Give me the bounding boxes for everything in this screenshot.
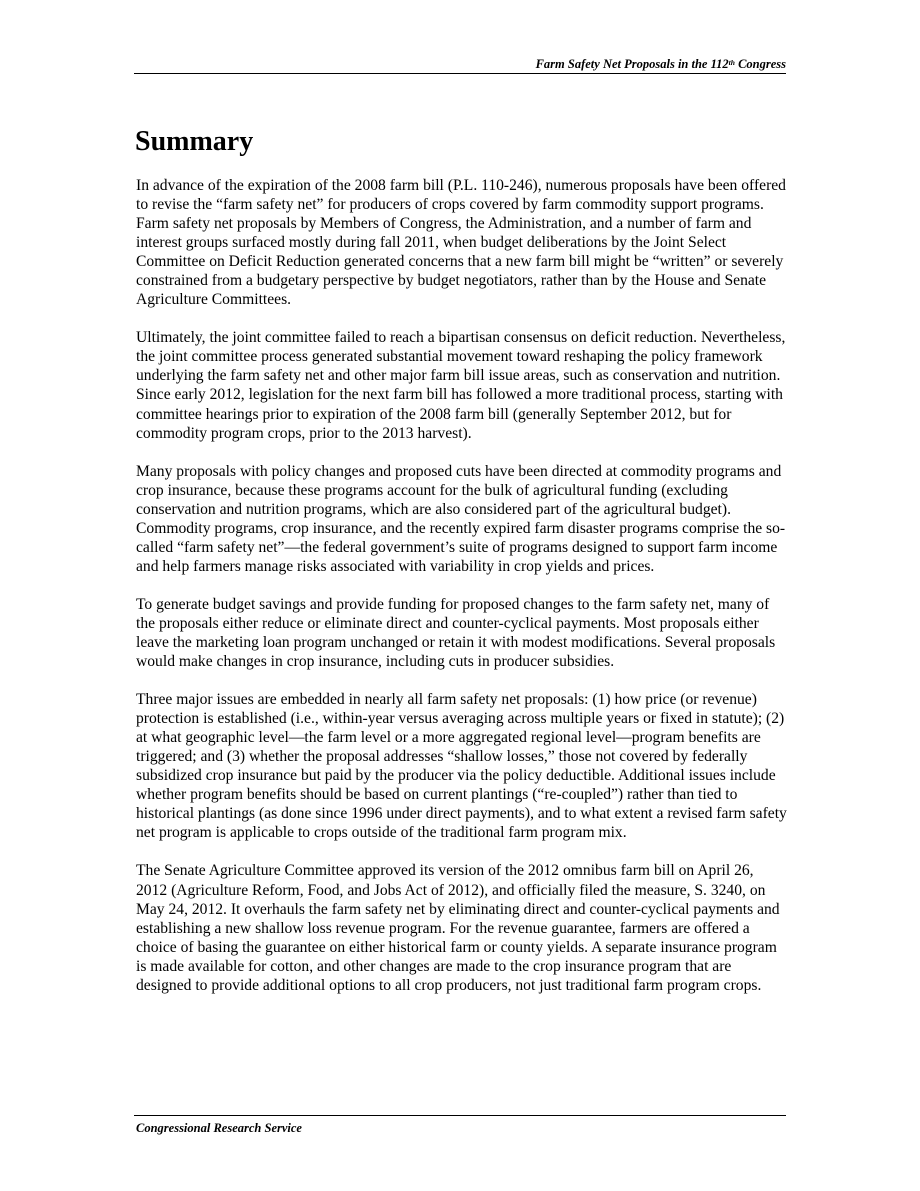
section-title: Summary — [135, 126, 254, 157]
running-header — [134, 56, 786, 72]
paragraph-1: In advance of the expiration of the 2008 farm bill (P.L. 110-246), numerous proposals have been offered to revise the “farm safety net” for producers of crops covered by farm commodity support programs. Farm safety net proposals by Members of Congress, the Administration, and a number of farm and interest groups surfaced mostly during fall 2011, when budget deliberations by the Joint Select Committee on Deficit Reduction generated concerns that a new farm bill might be “written” or severely constrained from a budgetary perspective by budget negotiators, rather than by the House and Senate Agriculture Committees. — [136, 177, 786, 309]
paragraph-6: The Senate Agriculture Committee approved its version of the 2012 omnibus farm bill on April 26, 2012 (Agriculture Reform, Food, and Jobs Act of 2012), and officially filed the measure, S. 3240, on May 24, 2012. It overhauls the farm safety net by eliminating direct and counter-cyclical payments and establishing a new shallow loss revenue program. For the revenue guarantee, farmers are offered a choice of basing the guarantee on either historical farm or county yields. A separate insurance program is made available for cotton, and other changes are made to the crop insurance program that are designed to provide additional options to all crop producers, not just traditional farm program crops. — [136, 862, 780, 994]
paragraph-2: Ultimately, the joint committee failed to reach a bipartisan consensus on deficit reduction. Nevertheless, the joint committee process generated substantial movement toward reshaping the policy framework underlying the farm safety net and other major farm bill issue areas, such as conservation and nutrition. Since early 2012, legislation for the next farm bill has followed a more traditional process, starting with committee hearings prior to expiration of the 2008 farm bill (generally September 2012, but for commodity program crops, prior to the 2013 harvest). — [136, 329, 786, 442]
paragraph-5: Three major issues are embedded in nearly all farm safety net proposals: (1) how price (or revenue) protection is established (i.e., within-year versus averaging across multiple years or fixed in statute); (2) at what geographic level—the farm level or a more aggregated regional level—program benefits are triggered; and (3) whether the proposal addresses “shallow losses,” those not covered by federally subsidized crop insurance but paid by the producer via the policy deductible. Additional issues include whether program benefits should be based on current plantings (“re-coupled”) rather than tied to historical plantings (as done since 1996 under direct payments), and to what extent a revised farm safety net program is applicable to crops outside of the traditional farm program mix. — [136, 691, 787, 842]
running-header-suffix: Congress — [734, 57, 786, 71]
paragraph-3: Many proposals with policy changes and proposed cuts have been directed at commodity programs and crop insurance, because these programs account for the bulk of agricultural funding (excluding conservation and nutrition programs, which are also considered part of the agricultural budget). Commodity programs, crop insurance, and the recently expired farm disaster programs comprise the so-called “farm safety net”—the federal government’s suite of programs designed to support farm income and help farmers manage risks associated with variability in crop yields and prices. — [136, 462, 786, 575]
summary-body — [136, 176, 788, 1014]
running-header-superscript: th — [728, 58, 735, 67]
header-divider — [134, 73, 786, 74]
running-footer: Congressional Research Service — [136, 1121, 302, 1135]
running-header-title: Farm Safety Net Proposals in the 112 — [535, 57, 729, 71]
footer-divider — [134, 1115, 786, 1116]
paragraph-4: To generate budget savings and provide funding for proposed changes to the farm safety net, many of the proposals either reduce or eliminate direct and counter-cyclical payments. Most proposals either leave the marketing loan program unchanged or retain it with modest modifications. Several proposals would make changes in crop insurance, including cuts in producer subsidies. — [136, 595, 776, 671]
